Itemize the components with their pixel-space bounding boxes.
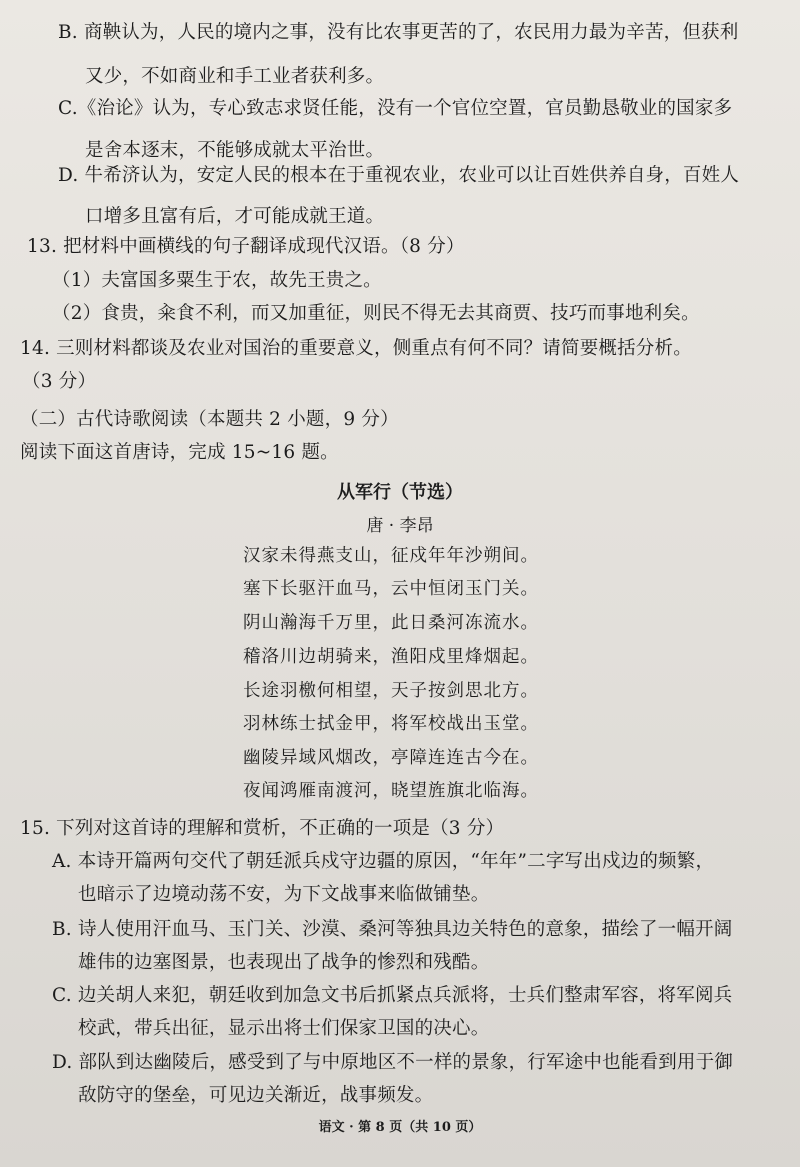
q14-stem-line2: （3 分） <box>22 371 97 392</box>
poem-verse: 羽林练士拭金甲，将军校战出玉堂。 <box>243 714 539 734</box>
poem-verse: 塞下长驱汗血马，云中恒闭玉门关。 <box>243 579 539 599</box>
q12-option-d-line2: 口增多且富有后，才可能成就王道。 <box>85 206 385 227</box>
q15-option-c-line1: C. 边关胡人来犯，朝廷收到加急文书后抓紧点兵派将，士兵们整肃军容，将军阅兵 <box>52 985 733 1006</box>
q15-option-d-line2: 敌防守的堡垒，可见边关渐近，战事频发。 <box>78 1085 434 1106</box>
q15-option-a-line2: 也暗示了边境动荡不安，为下文战事来临做铺垫。 <box>78 884 490 905</box>
q12-option-b-line1: B. 商鞅认为，人民的境内之事，没有比农事更苦的了，农民用力最为辛苦，但获利 <box>58 22 739 43</box>
q12-option-c-line1: C.《治论》认为，专心致志求贤任能，没有一个官位空置，官员勤恳敬业的国家多 <box>58 98 733 119</box>
page-footer: 语文 · 第 8 页（共 10 页） <box>318 1120 482 1135</box>
q12-option-d-line1: D. 牛希济认为，安定人民的根本在于重视农业，农业可以让百姓供养自身，百姓人 <box>58 165 740 186</box>
poem-verse: 长途羽檄何相望，天子按剑思北方。 <box>243 681 539 701</box>
q12-option-c-line2: 是舍本逐末，不能够成就太平治世。 <box>85 140 385 161</box>
q13-sentence-1: （1）夫富国多粟生于农，故先王贵之。 <box>52 270 382 291</box>
q15-option-a-line1: A. 本诗开篇两句交代了朝廷派兵戍守边疆的原因，“年年”二字写出戍边的频繁， <box>52 851 715 872</box>
poem-verse: 汉家未得燕支山，征戍年年沙朔间。 <box>243 546 539 566</box>
q14-stem-line1: 14. 三则材料都谈及农业对国治的重要意义，侧重点有何不同？请简要概括分析。 <box>20 338 692 359</box>
q15-option-b-line1: B. 诗人使用汗血马、玉门关、沙漠、桑河等独具边关特色的意象，描绘了一幅开阔 <box>52 919 733 940</box>
section-instruction: 阅读下面这首唐诗，完成 15~16 题。 <box>20 442 339 463</box>
poem-author: 唐 · 李昂 <box>366 516 434 536</box>
poem-verse: 阴山瀚海千万里，此日桑河冻流水。 <box>243 613 539 633</box>
q15-option-b-line2: 雄伟的边塞图景，也表现出了战争的惨烈和残酷。 <box>78 952 490 973</box>
section-heading: （二）古代诗歌阅读（本题共 2 小题，9 分） <box>20 409 399 430</box>
q13-sentence-2: （2）食贵，籴食不利，而又加重征，则民不得无去其商贾、技巧而事地利矣。 <box>52 303 700 324</box>
poem-title: 从军行（节选） <box>337 482 463 503</box>
q13-stem: 13. 把材料中画横线的句子翻译成现代汉语。（8 分） <box>27 236 465 257</box>
q15-stem: 15. 下列对这首诗的理解和赏析，不正确的一项是（3 分） <box>20 818 505 839</box>
q15-option-c-line2: 校武，带兵出征，显示出将士们保家卫国的决心。 <box>78 1018 490 1039</box>
q15-option-d-line1: D. 部队到达幽陵后，感受到了与中原地区不一样的景象，行军途中也能看到用于御 <box>52 1052 734 1073</box>
q12-option-b-line2: 又少，不如商业和手工业者获利多。 <box>85 66 385 87</box>
poem-verse: 幽陵异域风烟改，亭障连连古今在。 <box>243 748 539 768</box>
poem-verse: 稽洛川边胡骑来，渔阳戍里烽烟起。 <box>243 647 539 667</box>
poem-verse: 夜闻鸿雁南渡河，晓望旌旗北临海。 <box>243 781 539 801</box>
